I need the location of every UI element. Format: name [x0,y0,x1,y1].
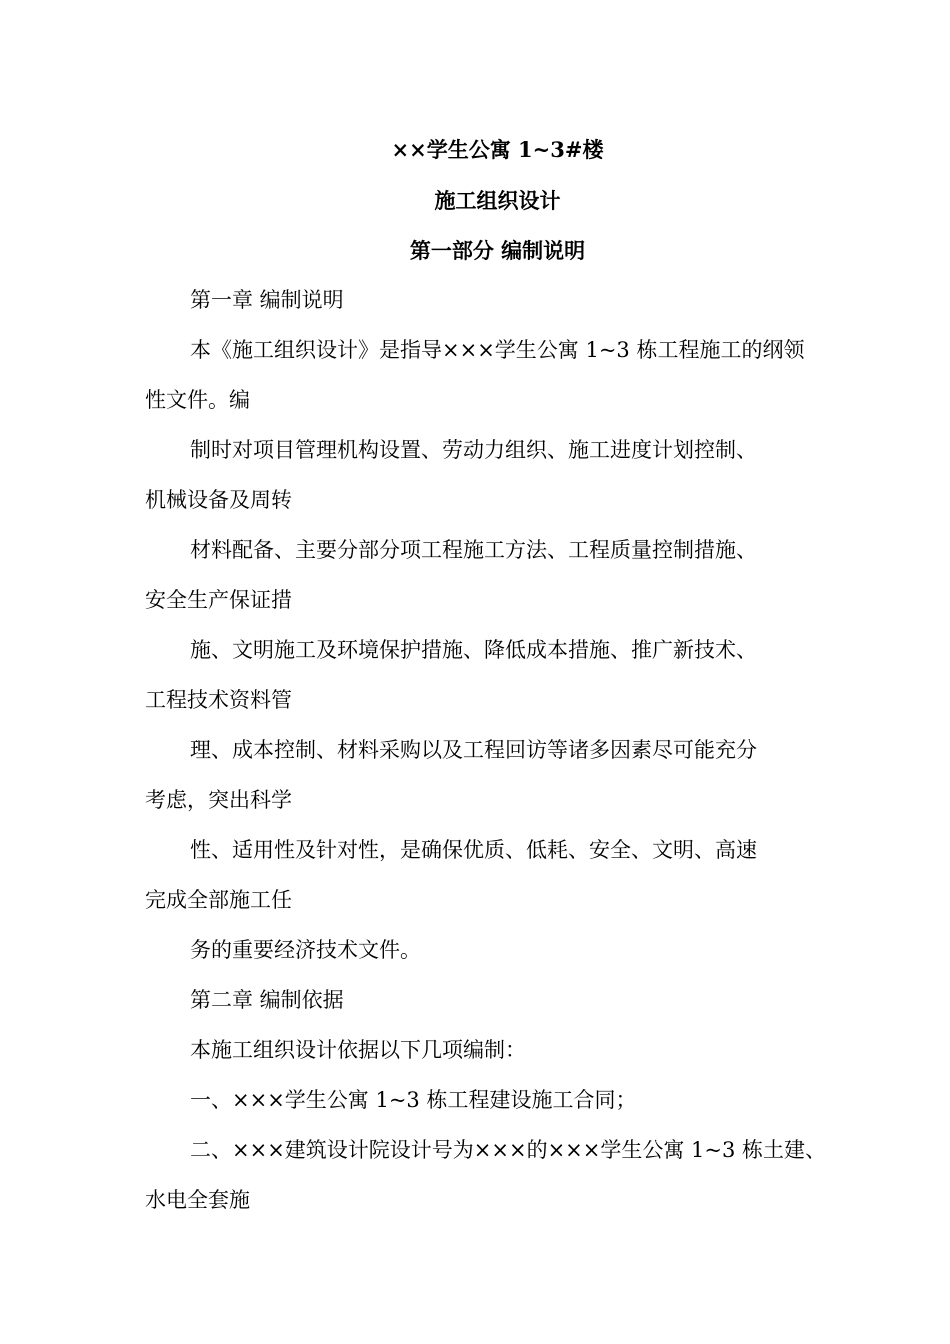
document-title: ××学生公寓 1~3#楼 [391,137,604,162]
chapter-heading: 第一章 编制说明 [190,288,344,312]
paragraph-line: 性、适用性及针对性，是确保优质、低耗、安全、文明、高速 [190,838,757,862]
document-subtitle: 施工组织设计 [434,188,561,213]
part-heading: 第一部分 编制说明 [409,238,586,263]
paragraph-line: 制时对项目管理机构设置、劳动力组织、施工进度计划控制、 [190,438,757,462]
paragraph-line: 理、成本控制、材料采购以及工程回访等诸多因素尽可能充分 [190,738,757,762]
paragraph-line: 本施工组织设计依据以下几项编制： [190,1038,526,1062]
list-item: 一、×××学生公寓 1~3 栋工程建设施工合同； [190,1088,637,1112]
list-item: 二、×××建筑设计院设计号为×××的×××学生公寓 1~3 栋土建、 [190,1138,827,1162]
paragraph-line: 施、文明施工及环境保护措施、降低成本措施、推广新技术、 [190,638,757,662]
paragraph-line: 水电全套施 [145,1188,250,1212]
paragraph-line: 工程技术资料管 [145,688,292,712]
paragraph-line: 完成全部施工任 [145,888,292,912]
paragraph-line: 本《施工组织设计》是指导×××学生公寓 1~3 栋工程施工的纲领 [190,338,805,362]
paragraph-line: 考虑，突出科学 [145,788,292,812]
paragraph-line: 性文件。编 [145,388,250,412]
paragraph-line: 安全生产保证措 [145,588,292,612]
paragraph-line: 材料配备、主要分部分项工程施工方法、工程质量控制措施、 [190,538,757,562]
chapter-heading: 第二章 编制依据 [190,988,344,1012]
paragraph-line: 务的重要经济技术文件。 [190,938,421,962]
paragraph-line: 机械设备及周转 [145,488,292,512]
